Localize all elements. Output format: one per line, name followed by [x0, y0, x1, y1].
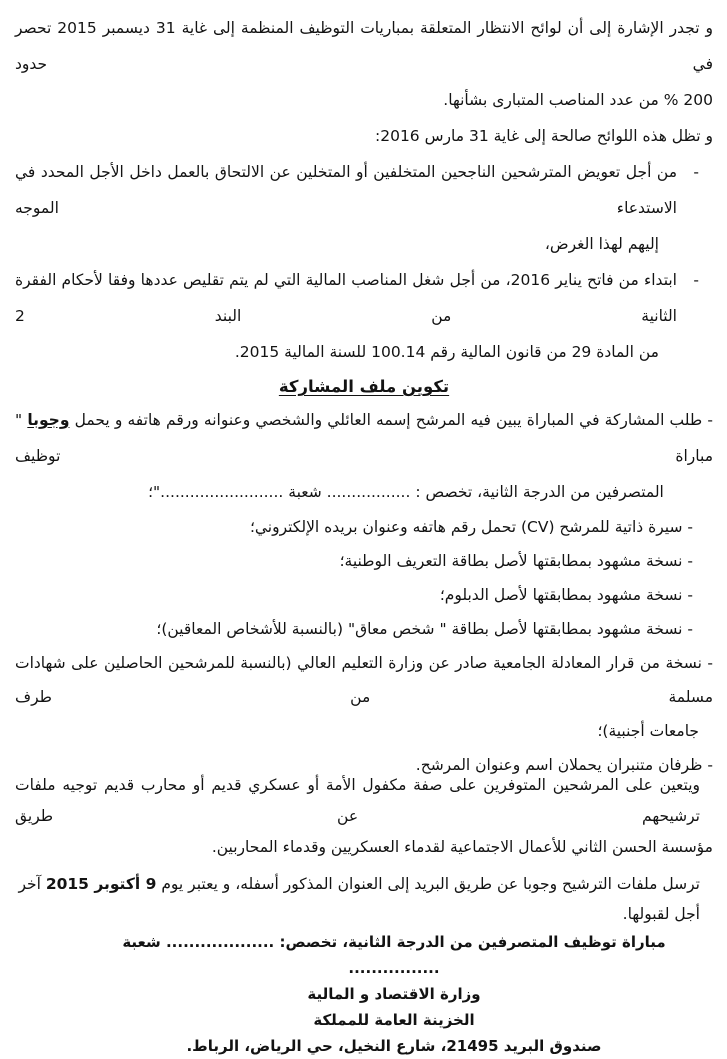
document-item-equivalence-line2: جامعات أجنبية)؛ [597, 722, 699, 740]
request-line1 [15, 402, 713, 474]
veterans-paragraph [15, 770, 713, 863]
request-line2: المتصرفين من الدرجة الثانية، تخصص : ................. شعبة ........................."؛ [148, 483, 664, 501]
address-postal-line: صندوق البريد 21495، شارع النخيل، حي الرياض، الرباط. [186, 1037, 602, 1055]
document-item-text: نسخة مشهود بمطابقتها لأصل بطاقة " شخص معاق" (بالنسبة للأشخاص المعاقين)؛ [156, 620, 688, 638]
address-treasury-line: الخزينة العامة للمملكة [313, 1011, 475, 1029]
submission-deadline [15, 869, 713, 929]
address-competition-line: مباراة توظيف المتصرفين من الدرجة الثانية، تخصص: ................... شعبة ................ [122, 933, 666, 977]
notice-paragraph2: و تظل هذه اللوائح صالحة إلى غاية 31 مارس 2016: [374, 127, 713, 145]
notice-bullet-2 [15, 262, 713, 370]
dash-bullet-icon: - [707, 411, 713, 429]
section-heading: تكوين ملف المشاركة [278, 377, 450, 396]
dash-bullet-icon: - [693, 271, 699, 289]
deadline-date: 9 أكتوبر 2015 [45, 875, 157, 893]
document-item-text: نسخة مشهود بمطابقتها لأصل الدبلوم؛ [439, 586, 688, 604]
notice-bullet-1-line1: من أجل تعويض المترشحين الناجحين المتخلفين أو المتخلين عن الالتحاق بالعمل داخل الأجل المحدد في الاستدعاء الموجه [15, 163, 677, 217]
notice-bullet-2-line2: من المادة 29 من قانون المالية رقم 100.14 للسنة المالية 2015. [234, 343, 659, 361]
dash-bullet-icon: - [687, 518, 693, 536]
document-item-text: نسخة من قرار المعادلة الجامعية صادر عن وزارة التعليم العالي (بالنسبة للمرشحين الحاصلين على شهادات مسلمة من طرف [15, 654, 713, 706]
notice-bullet-1 [15, 154, 713, 262]
dash-bullet-icon: - [707, 756, 713, 774]
veterans-line2: مؤسسة الحسن الثاني للأعمال الاجتماعية لقدماء العسكريين وقدماء المحاربين. [211, 838, 713, 856]
dash-bullet-icon: - [687, 586, 693, 604]
document-item-cv [15, 510, 713, 544]
dash-bullet-icon: - [707, 654, 713, 672]
veterans-line1: ويتعين على المرشحين المتوفرين على صفة مكفول الأمة أو عسكري قديم أو محارب قديم توجيه ملفات ترشيحهم عن طريق [15, 776, 700, 825]
document-item-diploma [15, 578, 713, 612]
dash-bullet-icon: - [693, 163, 699, 181]
document-item-equivalence-line1 [15, 646, 713, 714]
notice-bullet-2-line1: ابتداء من فاتح يناير 2016، من أجل شغل المناصب المالية التي لم يتم تقليص عددها وفقا لأحكام الفقرة الثانية من البند 2 [15, 271, 677, 325]
document-item-text: ظرفان متنبران يحملان اسم وعنوان المرشح. [415, 756, 708, 774]
document-item-text: سيرة ذاتية للمرشح (CV) تحمل رقم هاتفه وعنوان بريده الإلكتروني؛ [249, 518, 688, 536]
notice-bullet-1-line2: إليهم لهذا الغرض، [544, 235, 659, 253]
notice-paragraph1-line2: 200 % من عدد المناصب المتبارى بشأنها. [443, 91, 713, 109]
documents-list [15, 510, 713, 782]
mandatory-word: وجوبا [27, 411, 70, 429]
address-ministry-line: وزارة الاقتصاد و المالية [307, 985, 481, 1003]
dash-bullet-icon: - [687, 620, 693, 638]
submission-text-part2: آخر أجل لقبولها. [18, 875, 700, 923]
submission-text-part1: ترسل ملفات الترشيح وجوبا عن طريق البريد إلى العنوان المذكور أسفله، و يعتبر يوم [156, 875, 700, 893]
document-item-disability-card [15, 612, 713, 646]
request-item [15, 402, 713, 510]
mailing-address-block [15, 929, 713, 1059]
document-item-national-id [15, 544, 713, 578]
notice-paragraph1-line1: و تجدر الإشارة إلى أن لوائح الانتظار المتعلقة بمباريات التوظيف المنظمة إلى غاية 31 ديسمبر 2015 تحصر في حدود [15, 19, 714, 73]
document-item-text: نسخة مشهود بمطابقتها لأصل بطاقة التعريف الوطنية؛ [339, 552, 688, 570]
request-text-part1: طلب المشاركة في المباراة يبين فيه المرشح إسمه العائلي والشخصي وعنوانه ورقم هاتفه و يحمل [69, 411, 708, 429]
dash-bullet-icon: - [687, 552, 693, 570]
request-text-part2: " مباراة توظيف [15, 411, 713, 465]
